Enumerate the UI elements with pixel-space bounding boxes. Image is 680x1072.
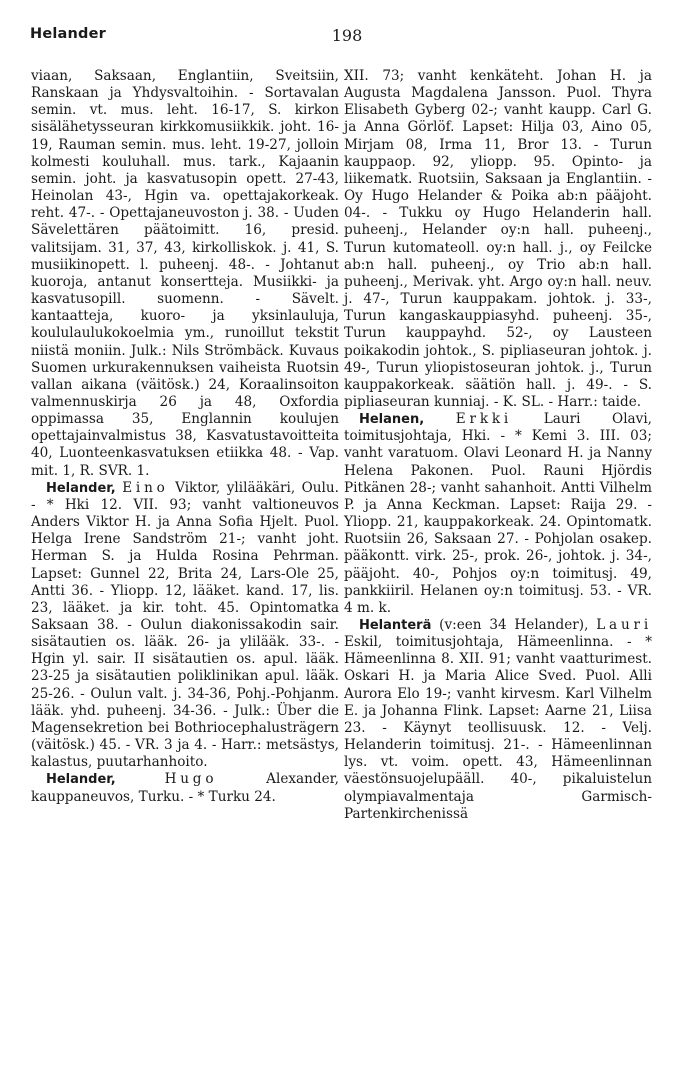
continued-entry-text: XII. 73; vanht kenkäteht. Johan H. ja Augusta Magdalena Jansson. Puol. Thyra Elisabeth Gyberg 02-; vanht kaupp. Carl G. ja Anna Görlöf. Lapset: Hilja 03, Aino 05, Mirjam 08, Irma 11, Bror 13. - Turun kauppaop. 92, yliopp. 95. Opinto- ja liikematk. Ruotsiin, Saksaan ja Englantiin. - Oy Hugo Helander & Poika ab:n pääjoht. 04-. - Tukku oy Hugo Helanderin hall. puheenj., Helander oy:n hall. puheenj., Turun kutomateoll. oy:n hall. j., oy Feilcke ab:n hall. puheenj., oy Trio ab:n hall. puheenj., Merivak. yht. Argo oy:n hall. neuv. j. 47-, Turun kauppakam. johtok. j. 33-, Turun kangaskauppiasyhd. puheenj. 35-, Turun kauppayhd. 52-, oy Lausteen poikakodin johtok., S. pipliaseuran johtok. j. 49-, Turun yliopistoseuran johtok. j., Turun kauppakorkeak. säätiön hall. j. 49-. - S. pipliaseuran kunniaj. - K. SL. - Harr.: taide.	[344, 68, 652, 410]
entry-helander-hugo	[31, 771, 339, 805]
entry-helanen-erkki	[344, 411, 652, 617]
entry-surname: Helanen,	[358, 412, 425, 428]
entry-surname: Helander,	[45, 480, 116, 496]
entry-surname: Helanterä	[358, 618, 432, 633]
entry-former-name: (v:een 34 Helander),	[431, 617, 589, 633]
running-head: Helander	[30, 26, 107, 42]
continued-entry-text: viaan, Saksaan, Englantiin, Sveitsiin, Ranskaan ja Yhdysvaltoihin. - Sortavalan semin. vt. mus. leht. 16-17, S. kirkon sisälähetysseuran kirkkomusiikkik. joht. 16-19, Rauman semin. mus. leht. 19-27, jolloin kolmesti kouluhall. mus. tark., Kajaanin semin. joht. ja kasvatusopin opett. 27-43, Heinolan 43-, Hgin va. opettajakorkeak. reht. 47-. - Opettajaneuvoston j. 38. - Uuden Sävelettären päätoimitt. 16, presid. valitsijam. 31, 37, 43, kirkolliskok. j. 41, S. musiikinopett. l. puheenj. 48-. - Johtanut kuoroja, antanut konsertteja. Musiikki- ja kasvatusopill. suomenn. - Sävelt. kantaatteja, kuoro- ja yksinlauluja, koululaulukokoelmia ym., runoillut tekstit niistä moniin. Julk.: Nils Strömbäck. Kuvaus Suomen urkurakennuksen vaiheista Ruotsin vallan aikana (väitösk.) 24, Koraalinsoiton valmennuskirja 26 ja 48, Oxfordia oppimassa 35, Englannin koulujen opettajainvalmistus 38, Kasvatustavoitteita 40, Luonteenkasvatuksen etiikka 48. - Vap. mit. 1, R. SVR. 1.	[31, 68, 339, 479]
entry-first-name: Eino	[122, 479, 169, 496]
entry-first-name: Hugo	[164, 771, 218, 788]
entry-surname: Helander,	[45, 772, 116, 788]
right-column	[344, 68, 652, 823]
entry-helantera-lauri	[344, 617, 652, 823]
entry-text: Alexander, kauppaneuvos, Turku. - * Turku 24.	[31, 771, 339, 805]
entry-first-name: Lauri	[596, 617, 652, 633]
entry-text: Eskil, toimitusjohtaja, Hämeenlinna. - * Hämeenlinna 8. XII. 91; vanht vaatturimest. Oskari H. ja Maria Alice Sved. Puol. Alli Aurora Elo 19-; vanht kirvesm. Karl Vilhelm E. ja Johanna Flink. Lapset: Aarne 21, Liisa 23. - Käynyt teollisuusk. 12. - Velj. Helanderin toimitusj. 21-. - Hämeenlinnan lys. vt. voim. opett. 43, Hämeenlinnan väestönsuojelupääll. 40-, pikaluistelun olympiavalmentaja Garmisch-Partenkirchenissä	[344, 634, 652, 822]
left-column	[31, 68, 339, 806]
page-header	[30, 26, 650, 48]
page-number: 198	[331, 26, 363, 45]
entry-text: Viktor, ylilääkäri, Oulu. - * Hki 12. VII. 93; vanht valtioneuvos Anders Viktor H. ja Anna Sofia Hjelt. Puol. Helga Irene Sandström 21-; vanht joht. Herman S. ja Hulda Rosina Pehrman. Lapset: Gunnel 22, Brita 24, Lars-Ole 25, Antti 36. - Yliopp. 12, lääket. kand. 17, lis. 23, lääket. ja kir. toht. 45. Opintomatka Saksaan 38. - Oulun diakonissakodin sair. sisätautien os. lääk. 26- ja ylilääk. 33-. - Hgin yl. sair. II sisätautien os. apul. lääk. 23-25 ja sisätautien poliklinikan apul. lääk. 25-26. - Oulun valt. j. 34-36, Pohj.-Pohjanm. lääk. yhd. puheenj. 34-36. - Julk.: Über die Magensekretion bei Bothriocephalusträgern (väitösk.) 45. - VR. 3 ja 4. - Harr.: metsästys, kalastus, puutarhanhoito.	[31, 479, 339, 771]
entry-first-name: Erkki	[455, 411, 513, 428]
entry-text: Lauri Olavi, toimitusjohtaja, Hki. - * Kemi 3. III. 03; vanht varatuom. Olavi Leonard H. ja Nanny Helena Pakonen. Puol. Rauni Hjördis Pitkänen 28-; vanht sahanhoit. Antti Vilhelm P. ja Anna Keckman. Lapset: Raija 29. - Yliopp. 21, kauppakorkeak. 24. Opintomatk. Ruotsiin 26, Saksaan 27. - Pohjolan osakep. pääkontt. virk. 25-, prok. 26-, johtok. j. 34-, pääjoht. 40-, Pohjos oy:n toimitusj. 49, pankkiiril. Helanen oy:n toimitusj. 53. - VR. 4 m. k.	[344, 411, 652, 616]
entry-helander-eino	[31, 480, 339, 772]
